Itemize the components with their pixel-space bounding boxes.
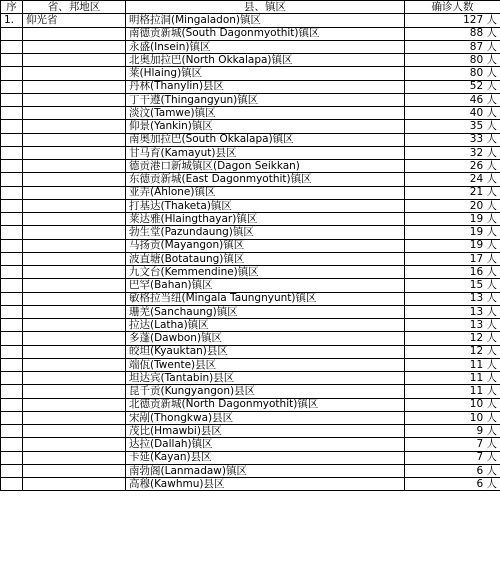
empty-cell <box>23 358 126 371</box>
empty-cell <box>1 173 23 186</box>
header-state: 省、邦地区 <box>23 1 126 14</box>
empty-cell <box>23 27 126 40</box>
table-row <box>1 279 500 292</box>
township-cell: 波直塘(Botataung)镇区 <box>126 252 405 265</box>
empty-cell <box>1 67 23 80</box>
cases-cell: 10 人 <box>405 398 500 411</box>
table-row <box>1 80 500 93</box>
township-cell: 甘马育(Kamayut)县区 <box>126 146 405 159</box>
empty-cell <box>23 160 126 173</box>
empty-cell <box>23 226 126 239</box>
empty-cell <box>1 186 23 199</box>
township-cell: 马扬贡(Mayangon)镇区 <box>126 239 405 252</box>
table-row <box>1 451 500 464</box>
township-cell: 永盛(Insein)镇区 <box>126 40 405 53</box>
empty-cell <box>1 93 23 106</box>
township-cell: 打基达(Thaketa)镇区 <box>126 199 405 212</box>
empty-cell <box>23 464 126 477</box>
township-cell: 高穆(Kawhmu)县区 <box>126 478 405 491</box>
table-row <box>1 319 500 332</box>
table-row <box>1 54 500 67</box>
township-cell: 珊羌(Sanchaung)镇区 <box>126 305 405 318</box>
township-cell: 多蓬(Dawbon)镇区 <box>126 332 405 345</box>
cases-cell: 40 人 <box>405 107 500 120</box>
empty-cell <box>1 160 23 173</box>
cases-cell: 19 人 <box>405 226 500 239</box>
empty-cell <box>23 385 126 398</box>
township-cell: 明格拉洞(Mingaladon)镇区 <box>126 14 405 27</box>
township-cell: 亚弄(Ahlone)镇区 <box>126 186 405 199</box>
cases-cell: 13 人 <box>405 292 500 305</box>
empty-cell <box>1 133 23 146</box>
empty-cell <box>1 451 23 464</box>
cases-cell: 127 人 <box>405 14 500 27</box>
empty-cell <box>23 80 126 93</box>
cases-cell: 16 人 <box>405 266 500 279</box>
cases-cell: 87 人 <box>405 40 500 53</box>
header-township: 县、镇区 <box>126 1 405 14</box>
empty-cell <box>1 478 23 491</box>
table-row <box>1 120 500 133</box>
township-cell: 北奥加拉巴(North Okkalapa)镇区 <box>126 54 405 67</box>
empty-cell <box>1 120 23 133</box>
empty-cell <box>1 279 23 292</box>
township-cell: 北德贡新城(North Dagonmyothit)镇区 <box>126 398 405 411</box>
empty-cell <box>1 345 23 358</box>
empty-cell <box>23 372 126 385</box>
cases-cell: 32 人 <box>405 146 500 159</box>
township-cell: 仰景(Yankin)镇区 <box>126 120 405 133</box>
empty-cell <box>1 27 23 40</box>
cases-cell: 24 人 <box>405 173 500 186</box>
township-cell: 敏格拉当纽(Mingala Taungnyunt)镇区 <box>126 292 405 305</box>
cases-cell: 26 人 <box>405 160 500 173</box>
empty-cell <box>1 411 23 424</box>
cases-cell: 10 人 <box>405 411 500 424</box>
township-cell: 勃生堂(Pazundaung)镇区 <box>126 226 405 239</box>
empty-cell <box>1 107 23 120</box>
cases-cell: 11 人 <box>405 385 500 398</box>
cases-cell: 19 人 <box>405 239 500 252</box>
empty-cell <box>23 345 126 358</box>
table-row <box>1 332 500 345</box>
cases-cell: 15 人 <box>405 279 500 292</box>
cases-cell: 35 人 <box>405 120 500 133</box>
header-cases: 确诊人数 <box>405 1 500 14</box>
empty-cell <box>23 213 126 226</box>
township-cell: 茂比(Hmawbi)县区 <box>126 425 405 438</box>
township-cell: 皎坦(Kyauktan)县区 <box>126 345 405 358</box>
table-row <box>1 372 500 385</box>
cases-cell: 21 人 <box>405 186 500 199</box>
table-row <box>1 305 500 318</box>
empty-cell <box>1 292 23 305</box>
township-cell: 丹林(Thanylin)县区 <box>126 80 405 93</box>
cases-cell: 33 人 <box>405 133 500 146</box>
empty-cell <box>23 120 126 133</box>
empty-cell <box>1 266 23 279</box>
empty-cell <box>23 252 126 265</box>
table-row <box>1 464 500 477</box>
table-row <box>1 411 500 424</box>
table-row <box>1 252 500 265</box>
table-row <box>1 107 500 120</box>
table-row <box>1 266 500 279</box>
empty-cell <box>23 54 126 67</box>
table-row <box>1 213 500 226</box>
empty-cell <box>23 93 126 106</box>
header-no: 序 <box>1 1 23 14</box>
township-cell: 莱(Hlaing)镇区 <box>126 67 405 80</box>
cases-cell: 80 人 <box>405 54 500 67</box>
empty-cell <box>1 199 23 212</box>
empty-cell <box>23 279 126 292</box>
cases-cell: 19 人 <box>405 213 500 226</box>
table-body <box>1 14 500 491</box>
table-row <box>1 292 500 305</box>
empty-cell <box>23 451 126 464</box>
cases-cell: 46 人 <box>405 93 500 106</box>
township-cell: 南德贡新城(South Dagonmyothit)镇区 <box>126 27 405 40</box>
cases-cell: 13 人 <box>405 319 500 332</box>
group-number: 1. <box>1 14 23 27</box>
township-cell: 达拉(Dallah)镇区 <box>126 438 405 451</box>
empty-cell <box>23 186 126 199</box>
cases-cell: 6 人 <box>405 478 500 491</box>
township-cell: 南勃阁(Lanmadaw)镇区 <box>126 464 405 477</box>
empty-cell <box>23 319 126 332</box>
empty-cell <box>23 199 126 212</box>
empty-cell <box>23 438 126 451</box>
empty-cell <box>1 54 23 67</box>
table-row <box>1 160 500 173</box>
township-cell: 南奥加拉巴(South Okkalapa)镇区 <box>126 133 405 146</box>
township-cell: 卡延(Kayan)县区 <box>126 451 405 464</box>
township-cell: 东德贡新城(East Dagonmyothit)镇区 <box>126 173 405 186</box>
empty-cell <box>23 292 126 305</box>
cases-cell: 6 人 <box>405 464 500 477</box>
cases-cell: 88 人 <box>405 27 500 40</box>
table-row <box>1 438 500 451</box>
empty-cell <box>23 67 126 80</box>
empty-cell <box>1 305 23 318</box>
empty-cell <box>1 425 23 438</box>
table-row <box>1 133 500 146</box>
empty-cell <box>23 40 126 53</box>
empty-cell <box>23 411 126 424</box>
empty-cell <box>1 385 23 398</box>
table-row <box>1 14 500 27</box>
township-cell: 丁干遵(Thingangyun)镇区 <box>126 93 405 106</box>
empty-cell <box>1 239 23 252</box>
empty-cell <box>23 107 126 120</box>
table-row <box>1 40 500 53</box>
table-row <box>1 398 500 411</box>
empty-cell <box>1 332 23 345</box>
township-cell: 拉达(Latha)镇区 <box>126 319 405 332</box>
cases-cell: 9 人 <box>405 425 500 438</box>
table-row <box>1 358 500 371</box>
table-row <box>1 199 500 212</box>
empty-cell <box>23 332 126 345</box>
township-cell: 宋剐(Thongkwa)县区 <box>126 411 405 424</box>
cases-cell: 17 人 <box>405 252 500 265</box>
township-cell: 端佤(Twente)县区 <box>126 358 405 371</box>
township-cell: 九文台(Kemmendine)镇区 <box>126 266 405 279</box>
table-row <box>1 226 500 239</box>
cases-cell: 7 人 <box>405 451 500 464</box>
table-row <box>1 27 500 40</box>
township-cell: 德贡港口新城镇区(Dagon Seikkan) <box>126 160 405 173</box>
empty-cell <box>23 425 126 438</box>
cases-cell: 11 人 <box>405 358 500 371</box>
empty-cell <box>1 213 23 226</box>
cases-cell: 11 人 <box>405 372 500 385</box>
cases-cell: 12 人 <box>405 332 500 345</box>
empty-cell <box>23 146 126 159</box>
empty-cell <box>1 146 23 159</box>
cases-cell: 52 人 <box>405 80 500 93</box>
township-cell: 莱达雅(Hlaingthayar)镇区 <box>126 213 405 226</box>
empty-cell <box>1 372 23 385</box>
table-header-row <box>1 1 500 14</box>
empty-cell <box>1 226 23 239</box>
table-row <box>1 173 500 186</box>
table-row <box>1 385 500 398</box>
empty-cell <box>1 252 23 265</box>
table-row <box>1 146 500 159</box>
table-row <box>1 478 500 491</box>
table-row <box>1 186 500 199</box>
township-cell: 昆千贡(Kungyangon)县区 <box>126 385 405 398</box>
empty-cell <box>23 173 126 186</box>
cases-cell: 7 人 <box>405 438 500 451</box>
empty-cell <box>1 40 23 53</box>
empty-cell <box>23 398 126 411</box>
table-row <box>1 67 500 80</box>
township-cell: 淡汶(Tamwe)镇区 <box>126 107 405 120</box>
empty-cell <box>1 398 23 411</box>
table-row <box>1 239 500 252</box>
cases-cell: 20 人 <box>405 199 500 212</box>
table-row <box>1 345 500 358</box>
group-state-name: 仰光省 <box>23 14 126 27</box>
empty-cell <box>1 464 23 477</box>
township-cell: 巴罕(Bahan)镇区 <box>126 279 405 292</box>
empty-cell <box>1 358 23 371</box>
empty-cell <box>23 266 126 279</box>
empty-cell <box>1 80 23 93</box>
cases-cell: 13 人 <box>405 305 500 318</box>
empty-cell <box>1 438 23 451</box>
table-row <box>1 93 500 106</box>
empty-cell <box>23 239 126 252</box>
township-cell: 坦达宾(Tantabin)县区 <box>126 372 405 385</box>
cases-cell: 12 人 <box>405 345 500 358</box>
empty-cell <box>1 319 23 332</box>
table-row <box>1 425 500 438</box>
empty-cell <box>23 305 126 318</box>
cases-cell: 80 人 <box>405 67 500 80</box>
empty-cell <box>23 133 126 146</box>
empty-cell <box>23 478 126 491</box>
